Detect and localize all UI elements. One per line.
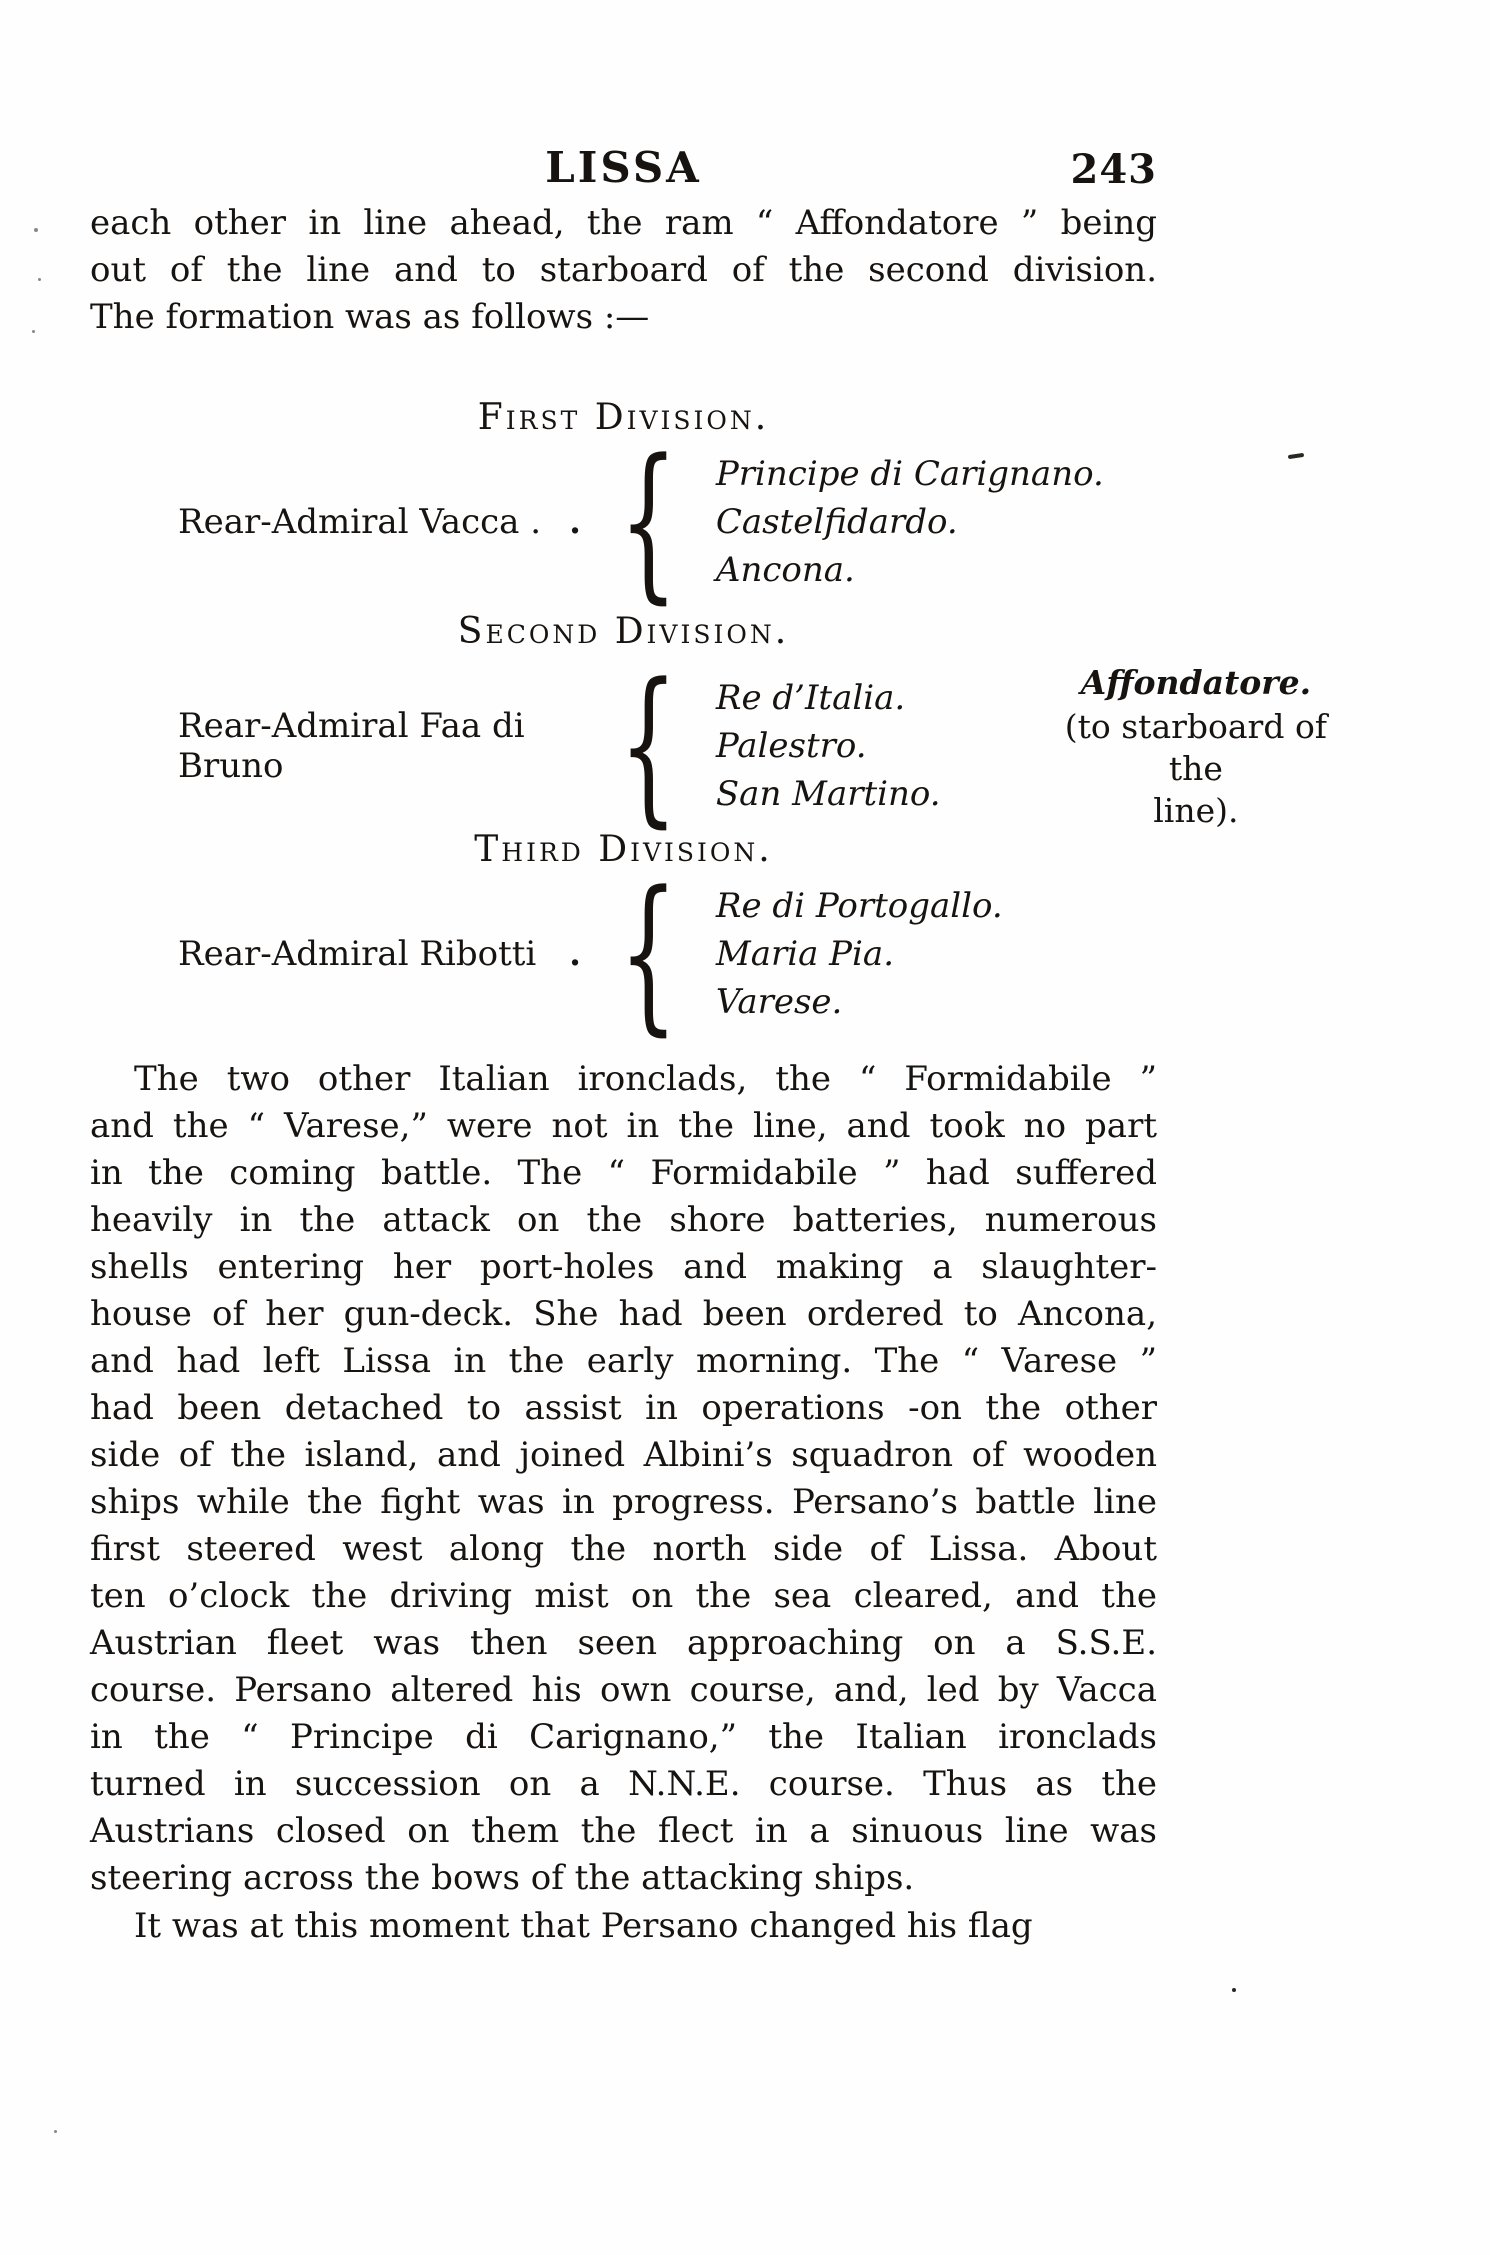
text-line: course. Persano altered his own course, and, led by Vacca xyxy=(90,1670,1157,1710)
text-line: and had left Lissa in the early morning. The “ Varese ” xyxy=(90,1341,1157,1381)
ship-name: Maria Pia. xyxy=(715,933,895,974)
running-head xyxy=(90,143,1157,196)
division-heading: Third Division. xyxy=(474,829,773,870)
scan-artifact-speck xyxy=(34,228,38,232)
division-heading: Second Division. xyxy=(457,611,790,652)
text-line: steering across the bows of the attacking ships. xyxy=(90,1858,915,1898)
paragraph-main xyxy=(90,1056,1157,1902)
brace-icon: { xyxy=(619,855,678,1051)
ship-name: San Martino. xyxy=(715,774,941,814)
division-third xyxy=(90,829,1157,1051)
admiral-name: Rear-Admiral Vacca . xyxy=(178,501,542,542)
division-row xyxy=(90,855,1157,1051)
scan-artifact-speck xyxy=(38,278,41,281)
text-line: each other in line ahead, the ram “ Affondatore ” being xyxy=(90,203,1157,243)
ship-list xyxy=(715,450,1104,594)
leader-dot: . xyxy=(569,933,581,974)
scan-artifact-speck xyxy=(1232,1988,1236,1992)
brace-icon: { xyxy=(619,647,678,844)
side-note-line: (to starboard of the xyxy=(1064,707,1328,788)
text-line: side of the island, and joined Albini’s squadron of wooden xyxy=(90,1435,1157,1475)
leader-dot: . xyxy=(569,501,581,542)
text-line: in the coming battle. The “ Formidabile ” had suffered xyxy=(90,1153,1157,1193)
text-line: Austrians closed on them the flect in a sinuous line was xyxy=(90,1811,1157,1851)
ship-name: Varese. xyxy=(715,981,843,1022)
ship-name: Ancona. xyxy=(715,549,855,590)
admiral-cell xyxy=(90,934,595,974)
division-row xyxy=(90,647,1328,844)
text-line: had been detached to assist in operations -on the other xyxy=(90,1388,1157,1428)
ship-list xyxy=(716,882,1046,1026)
admiral-name: Rear-Admiral Faa di Bruno xyxy=(178,706,525,786)
ship-name: Re di Portogallo. xyxy=(715,885,1003,926)
text-line: It was at this moment that Persano changed his flag xyxy=(134,1906,1033,1946)
page-title: LISSA xyxy=(545,143,702,192)
text-line: house of her gun-deck. She had been ordered to Ancona, xyxy=(90,1294,1157,1334)
text-line: ten o’clock the driving mist on the sea cleared, and the xyxy=(90,1576,1157,1616)
ship-name: Principe di Carignano. xyxy=(715,453,1104,494)
paragraph-opening xyxy=(90,200,1157,341)
division-row xyxy=(90,423,1157,619)
text-line: The formation was as follows :— xyxy=(90,297,650,337)
ship-list xyxy=(716,674,1046,818)
side-note-ship: Affondatore. xyxy=(1080,663,1312,702)
division-first xyxy=(90,397,1157,619)
paragraph-closing xyxy=(90,1903,1157,1950)
division-heading: First Division. xyxy=(477,397,770,438)
text-line: and the “ Varese,” were not in the line, and took no part xyxy=(90,1106,1157,1146)
text-line: heavily in the attack on the shore batteries, numerous xyxy=(90,1200,1157,1240)
text-line: in the “ Principe di Carignano,” the Italian ironclads xyxy=(90,1717,1157,1757)
scan-artifact-speck xyxy=(54,2130,57,2133)
ship-name: Re d’Italia. xyxy=(715,678,906,718)
text-line: ships while the fight was in progress. Persano’s battle line xyxy=(90,1482,1157,1522)
side-note xyxy=(1046,660,1346,832)
admiral-name: Rear-Admiral Ribotti xyxy=(178,933,537,974)
admiral-cell xyxy=(90,706,595,786)
brace-icon: { xyxy=(619,423,678,619)
ship-name: Palestro. xyxy=(715,726,867,766)
side-note-line: line). xyxy=(1153,791,1239,830)
text-line: first steered west along the north side of Lissa. About xyxy=(90,1529,1157,1569)
scan-artifact-dash xyxy=(1288,453,1304,459)
page-number: 243 xyxy=(1070,146,1157,193)
text-line: out of the line and to starboard of the second division. xyxy=(90,250,1157,290)
scan-artifact-speck xyxy=(32,330,35,333)
admiral-cell xyxy=(90,502,595,542)
division-second xyxy=(90,611,1328,844)
ship-name: Castelfidardo. xyxy=(715,501,958,542)
text-line: The two other Italian ironclads, the “ Formidabile ” xyxy=(134,1059,1157,1099)
text-line: turned in succession on a N.N.E. course. Thus as the xyxy=(90,1764,1157,1804)
text-line: shells entering her port-holes and making a slaughter- xyxy=(90,1247,1157,1287)
text-line: Austrian fleet was then seen approaching on a S.S.E. xyxy=(90,1623,1157,1663)
